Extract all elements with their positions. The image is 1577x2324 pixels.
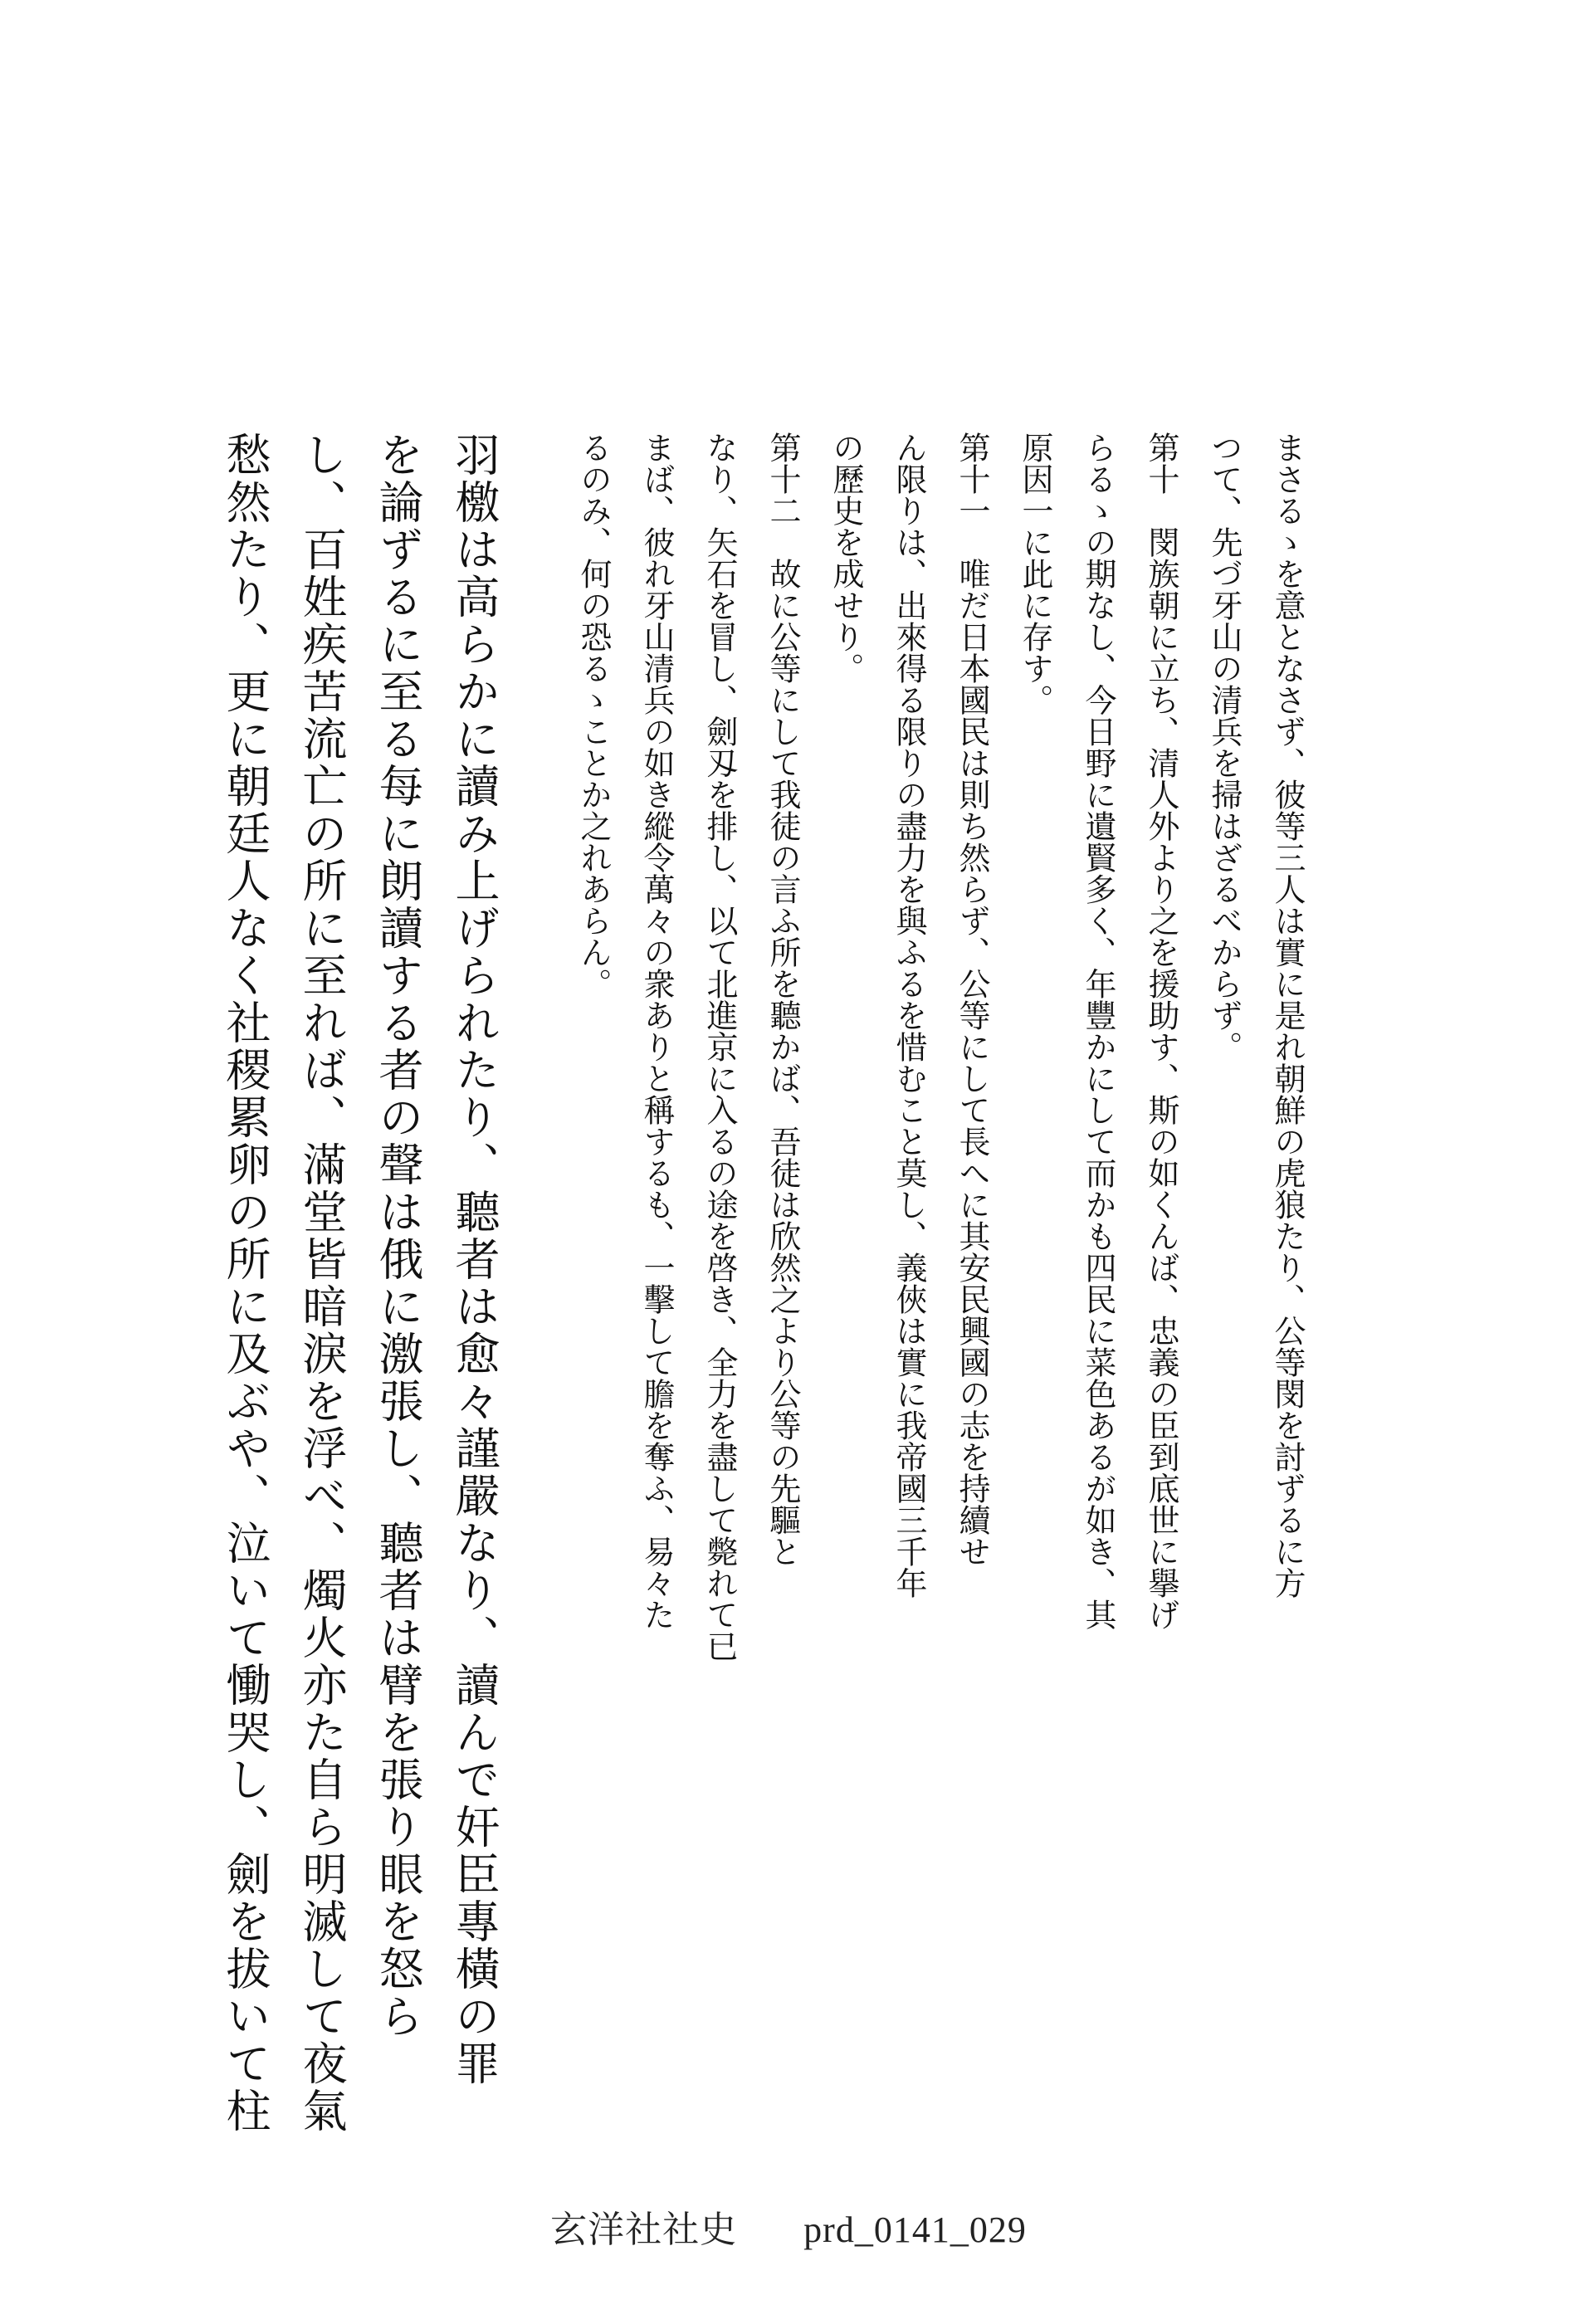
text-column: るのみ、何の恐るゝことか之れあらん。 — [575, 432, 612, 999]
text-column: なり、矢石を冒し、劍刄を排し、以て北進京に入るの途を啓き、全力を盡して斃れて已 — [701, 432, 738, 1662]
text-column: 原因一に此に存す。 — [1017, 432, 1053, 715]
text-column: まば、彼れ牙山清兵の如き縱令萬々の衆ありと稱するも、一擊して膽を奪ふ、易々た — [638, 432, 675, 1630]
text-column: つて、先づ牙山の清兵を掃はざるべからず。 — [1206, 432, 1243, 1062]
text-column: らるゝの期なし、今日野に遺賢多く、年豐かにして而かも四民に菜色あるが如き、其 — [1080, 432, 1116, 1630]
page-footer — [0, 2200, 1577, 2253]
text-column-large: を論ずるに至る每に朗讀する者の聲は俄に激張し、聽者は臂を張り眼を怒ら — [372, 432, 424, 2040]
footer-title: 玄洋社社史 — [550, 2209, 738, 2250]
text-column: の歷史を成せり。 — [828, 432, 864, 684]
text-column: 第十 閔族朝に立ち、清人外より之を援助す、斯の如くんば、忠義の臣到底世に擧げ — [1143, 432, 1179, 1630]
text-column-large: 愁然たり、更に朝廷人なく社稷累卵の所に及ぶや、泣いて慟哭し、劍を拔いて柱 — [219, 432, 271, 2135]
text-column-large: 羽檄は高らかに讀み上げられたり、聽者は愈々謹嚴なり、讀んで奸臣專橫の罪 — [448, 432, 500, 2087]
text-column-large: し、百姓疾苦流亡の所に至れば、滿堂皆暗淚を浮べ、燭火亦た自ら明滅して夜氣 — [295, 432, 348, 2135]
text-column: まさるゝを意となさず、彼等三人は實に是れ朝鮮の虎狼たり、公等閔を討ずるに方 — [1269, 432, 1306, 1599]
text-column: 第十二 故に公等にして我徒の言ふ所を聽かば、吾徒は欣然之より公等の先驅と — [764, 432, 801, 1567]
column-gap — [496, 432, 546, 1942]
vertical-text-body — [191, 432, 1306, 2135]
footer-code: prd_0141_029 — [803, 2209, 1027, 2250]
text-column: ん限りは、出來得る限りの盡力を與ふるを惜むこと莫し、義俠は實に我帝國三千年 — [891, 432, 927, 1599]
text-column: 第十一 唯だ日本國民は則ち然らず、公等にして長へに其安民興國の志を持續せ — [954, 432, 990, 1567]
